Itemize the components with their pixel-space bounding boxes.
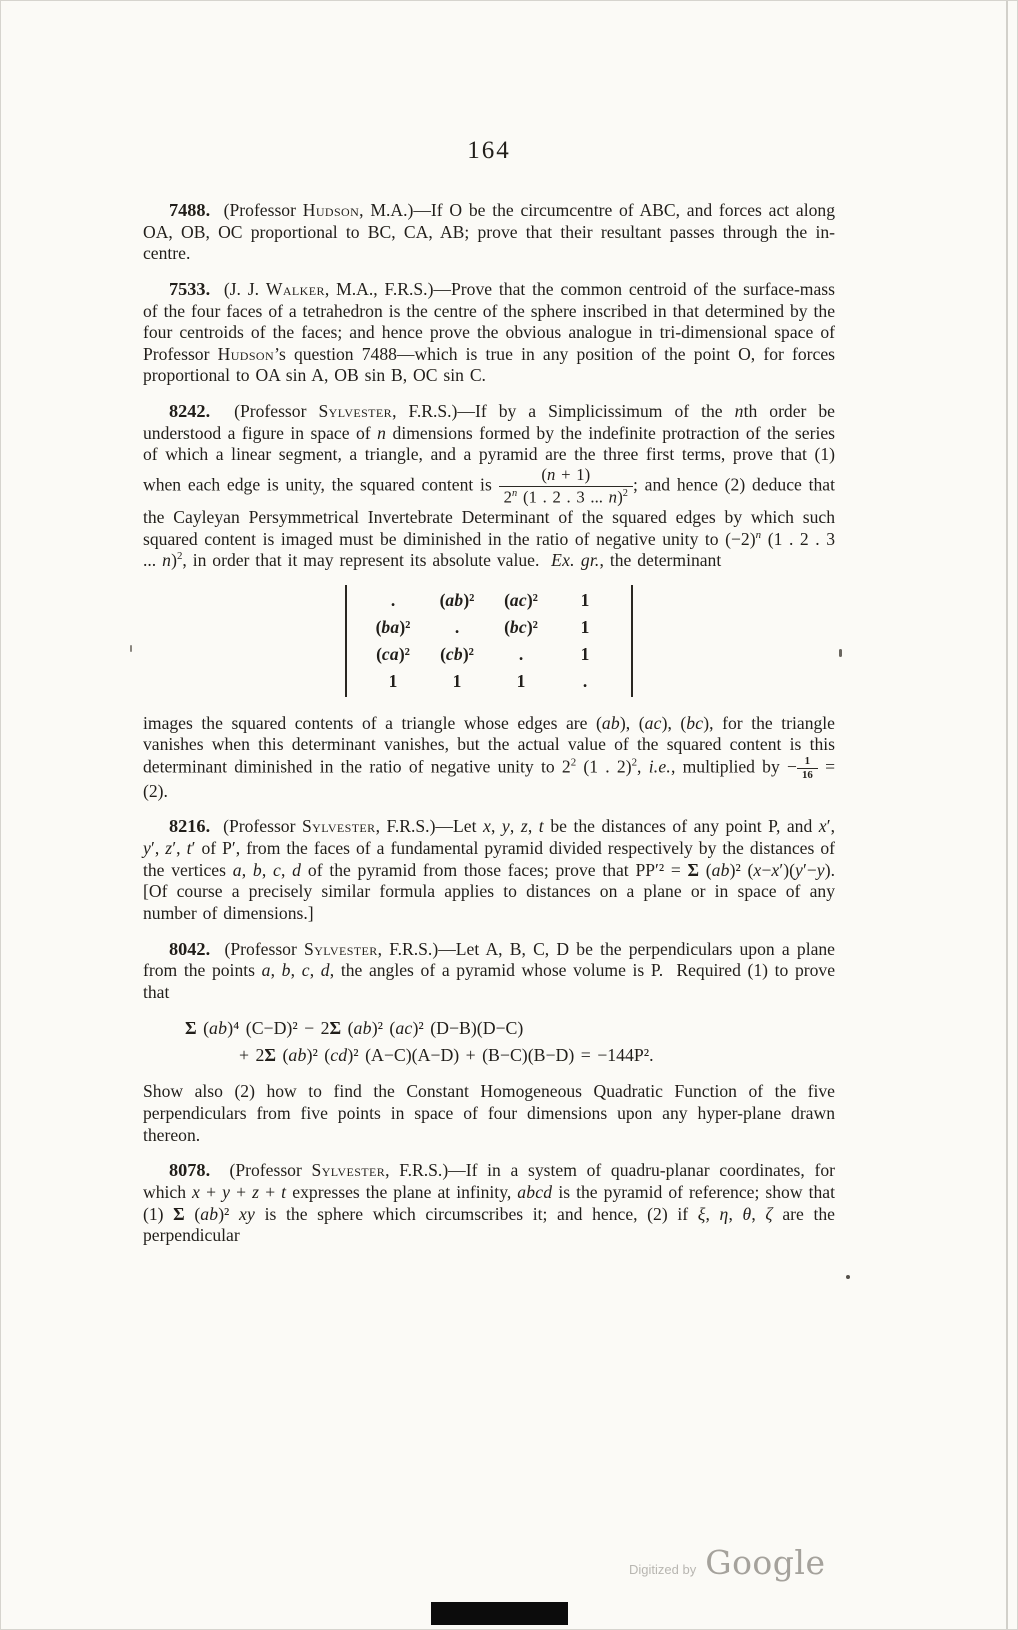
- problem-8042-intro: 8042. (Professor Sylvester, F.R.S.)—Let A, B, C, D be the perpendiculars upon a plane from the points a, b, c, d, the angles of a pyramid whose volume is P. Required (1) to prove that: [143, 938, 836, 1002]
- scan-speck: [130, 645, 132, 652]
- problem-8216: 8216. (Professor Sylvester, F.R.S.)—Let x, y, z, t be the distances of any point P, and x′, y′, z′, t′ of P′, from the faces of a fundamental pyramid divided respectively by the distances of the vertices a, b, c, d of the pyramid from those faces; prove that PP′² = Σ (ab)² (x−x′)(y′−y). [Of course a precisely similar formula applies to distances on a plane or in space of any number of dimensions.]: [143, 816, 836, 923]
- scan-speck: [839, 649, 842, 657]
- problem-8042-equation-line-2: + 2Σ (ab)² (cd)² (A−C)(A−D) + (B−C)(B−D) = −144P².: [239, 1045, 654, 1066]
- determinant-cell: (cb)²: [440, 643, 474, 664]
- determinant-cell: (bc)²: [504, 616, 538, 637]
- determinant-row: [361, 641, 617, 668]
- determinant-cell: .: [582, 670, 588, 691]
- problem-7488: 7488. (Professor Hudson, M.A.)—If O be the circumcentre of ABC, and forces act along OA, OB, OC proportional to BC, CA, AB; prove that their resultant passes through the in-centre.: [143, 200, 835, 264]
- determinant-cell: 1: [388, 670, 398, 691]
- watermark: [629, 1543, 826, 1582]
- determinant-cell: (ac)²: [504, 589, 538, 610]
- scan-speck: [846, 1275, 850, 1279]
- google-logo: Google: [705, 1543, 826, 1582]
- page-number: 164: [467, 137, 511, 164]
- watermark-text: Digitized by: [629, 1562, 697, 1577]
- determinant-cell: .: [454, 616, 460, 637]
- determinant-cell: 1: [452, 670, 462, 691]
- determinant-cell: (ca)²: [376, 643, 410, 664]
- problem-8242-intro: 8242. (Professor Sylvester, F.R.S.)—If by a Simplicissimum of the nth order be understood a figure in space of n dimensions formed by the indefinite protraction of the series of which a linear segment, a triangle, and a pyramid are the three first terms, prove that (1) when each edge is unity, the squared content is $\frac{(n + 1)}{2^n (1 . 2 . 3 ... n)^2}$ ; and hence (2) deduce that the Cayleyan Persymmetrical Invertebrate Determinant of the squared edges by which such squared content is imaged must be diminished in the ratio of negative unity to $(-2)^n$ (1 . 2 . 3 ... n)$^2$, in order that it may represent its absolute value. Ex. gr., the determinant: [143, 401, 835, 571]
- problem-8078: 8078. (Professor Sylvester, F.R.S.)—If in a system of quadru-planar coordinates, for which x + y + z + t expresses the plane at infinity, abcd is the pyramid of reference; show that (1) Σ (ab)² xy is the sphere which circumscribes it; and hence, (2) if ξ, η, θ, ζ are the perpendicular: [143, 1160, 835, 1246]
- determinant-cell: 1: [516, 670, 526, 691]
- scan-artifact-bar: [431, 1602, 568, 1625]
- determinant-row: [361, 587, 617, 614]
- determinant-cell: 1: [580, 616, 590, 637]
- problem-8042-continuation: Show also (2) how to find the Constant Homogeneous Quadratic Function of the five perpendiculars from five points in space of four dimensions upon any hyper-plane drawn thereon.: [143, 1081, 835, 1145]
- scan-page-edge: [1006, 1, 1008, 1629]
- problem-7533: 7533. (J. J. Walker, M.A., F.R.S.)—Prove that the common centroid of the surface-mass of the four faces of a tetrahedron is the centre of the sphere inscribed in that determined by the four centroids of the faces; and hence prove the obvious analogue in tri-dimensional space of Professor Hudson’s question 7488—which is true in any position of the point O, for forces proportional to OA sin A, OB sin B, OC sin C.: [143, 278, 836, 386]
- determinant-cell: (ab)²: [439, 589, 475, 610]
- determinant-cell: .: [518, 643, 524, 664]
- determinant-left-bar: [345, 585, 347, 697]
- determinant-matrix-body: [361, 587, 617, 695]
- determinant-cell: (ba)²: [375, 616, 411, 637]
- determinant-cell: .: [390, 589, 396, 610]
- determinant-row: [361, 614, 617, 641]
- determinant-cell: 1: [580, 589, 590, 610]
- problem-8042-equation-line-1: Σ (ab)⁴ (C−D)² − 2Σ (ab)² (ac)² (D−B)(D−C): [185, 1018, 524, 1039]
- determinant-cell: 1: [580, 643, 590, 664]
- determinant-right-bar: [631, 585, 633, 697]
- determinant-figure: [143, 585, 835, 697]
- text-column: [143, 137, 835, 1260]
- determinant-matrix: [361, 587, 617, 695]
- problem-8242-continuation: images the squared contents of a triangle whose edges are (ab), (ac), (bc), for the triangle vanishes when this determinant vanishes, but the actual value of the squared content is this determinant diminished in the ratio of negative unity to $2^2$ (1 . 2)$^2$, i.e., multiplied by − $\frac{1}{16}$ = (2).: [143, 712, 836, 801]
- determinant-row: [361, 668, 617, 695]
